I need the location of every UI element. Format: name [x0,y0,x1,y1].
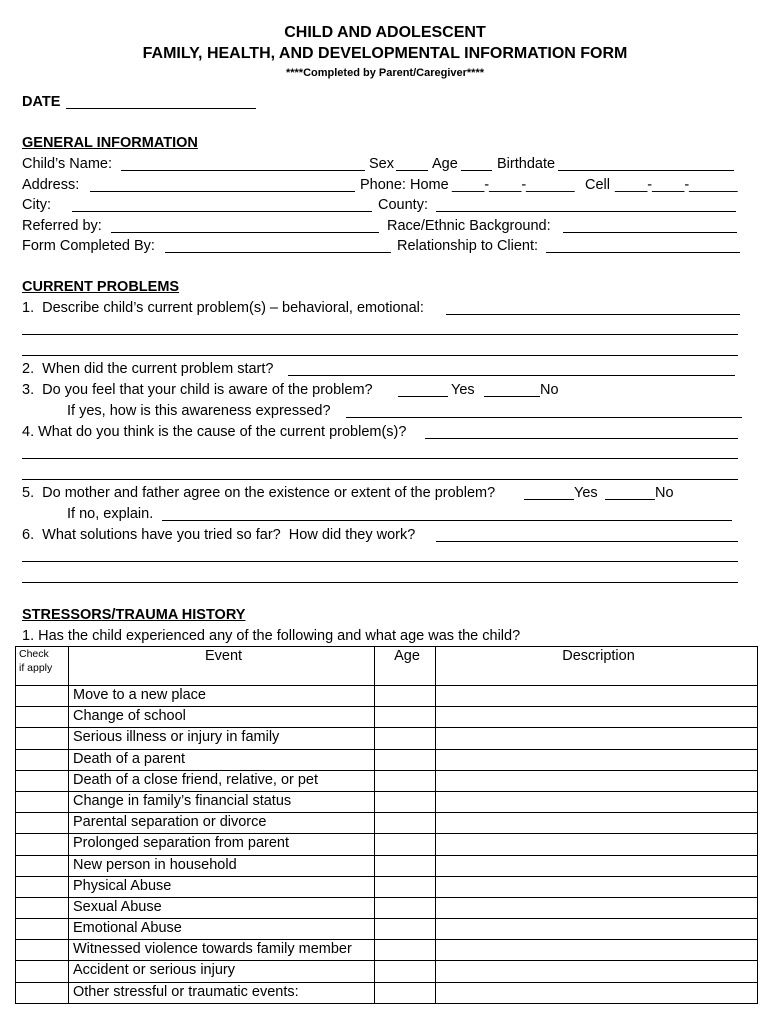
q5-followup-label: If no, explain. [67,506,154,522]
description-cell[interactable] [436,897,758,918]
event-cell: Other stressful or traumatic events: [69,982,375,1003]
age-cell[interactable] [375,940,436,961]
age-cell[interactable] [375,686,436,707]
description-cell[interactable] [436,707,758,728]
col-check-header: Check if apply [16,647,69,686]
q2-label: 2. When did the current problem start? [22,361,274,377]
q3-no-label: No [540,382,559,398]
q4-field-line3[interactable] [22,479,738,480]
q2-field[interactable] [288,375,735,376]
event-cell: Physical Abuse [69,876,375,897]
check-cell[interactable] [16,749,69,770]
county-field[interactable] [436,211,736,212]
q1-field[interactable] [446,314,740,315]
description-cell[interactable] [436,770,758,791]
table-row [16,770,758,791]
col-age-header: Age [375,647,436,686]
table-header-row [16,647,758,686]
event-cell: Prolonged separation from parent [69,834,375,855]
stressors-heading: STRESSORS/TRAUMA HISTORY [22,607,246,623]
age-cell[interactable] [375,897,436,918]
event-cell: Move to a new place [69,686,375,707]
q3-label: 3. Do you feel that your child is aware of the problem? [22,382,373,398]
check-cell[interactable] [16,982,69,1003]
q3-yes-label: Yes [451,382,475,398]
event-cell: Witnessed violence towards family member [69,940,375,961]
q5-label: 5. Do mother and father agree on the existence or extent of the problem? [22,485,496,501]
referred-by-label: Referred by: [22,218,102,234]
table-row [16,897,758,918]
age-cell[interactable] [375,982,436,1003]
table-row [16,982,758,1003]
childs-name-label: Child’s Name: [22,156,112,172]
age-cell[interactable] [375,813,436,834]
age-cell[interactable] [375,855,436,876]
age-cell[interactable] [375,834,436,855]
q5-yes-field[interactable] [524,499,574,500]
event-cell: Sexual Abuse [69,897,375,918]
age-cell[interactable] [375,919,436,940]
q4-field[interactable] [425,438,738,439]
table-row [16,749,758,770]
form-title-line2: FAMILY, HEALTH, AND DEVELOPMENTAL INFORMATION FORM [142,45,628,62]
q6-field[interactable] [436,541,738,542]
age-field[interactable] [461,170,492,171]
race-field[interactable] [563,232,737,233]
q6-label: 6. What solutions have you tried so far? How did they work? [22,527,416,543]
table-row [16,961,758,982]
cell-label: Cell [585,177,610,193]
stressors-q1-label: 1. Has the child experienced any of the following and what age was the child? [22,628,521,644]
table-row [16,791,758,812]
age-cell[interactable] [375,791,436,812]
q5-followup-field[interactable] [162,520,732,521]
description-cell[interactable] [436,919,758,940]
age-cell[interactable] [375,749,436,770]
sex-label: Sex [369,156,394,172]
q3-no-field[interactable] [484,396,540,397]
date-label: DATE [22,94,61,110]
childs-name-field[interactable] [121,170,365,171]
sex-field[interactable] [396,170,428,171]
event-cell: Serious illness or injury in family [69,728,375,749]
table-row [16,707,758,728]
check-cell[interactable] [16,855,69,876]
check-cell[interactable] [16,686,69,707]
age-cell[interactable] [375,707,436,728]
table-row [16,940,758,961]
check-cell[interactable] [16,834,69,855]
q1-field-line2[interactable] [22,334,738,335]
description-cell[interactable] [436,728,758,749]
age-cell[interactable] [375,770,436,791]
table-row [16,728,758,749]
referred-by-field[interactable] [111,232,379,233]
form-title-line1: CHILD AND ADOLESCENT [284,24,486,41]
general-info-heading: GENERAL INFORMATION [22,135,198,151]
form-subtitle: ****Completed by Parent/Caregiver**** [285,67,485,79]
age-cell[interactable] [375,876,436,897]
q1-field-line3[interactable] [22,355,738,356]
completed-by-label: Form Completed By: [22,238,155,254]
q6-field-line2[interactable] [22,561,738,562]
check-cell[interactable] [16,876,69,897]
description-cell[interactable] [436,834,758,855]
q4-field-line2[interactable] [22,458,738,459]
check-cell[interactable] [16,728,69,749]
event-cell: Death of a parent [69,749,375,770]
check-cell[interactable] [16,791,69,812]
check-cell[interactable] [16,813,69,834]
date-field[interactable] [66,108,256,109]
q6-field-line3[interactable] [22,582,738,583]
check-cell[interactable] [16,770,69,791]
birthdate-label: Birthdate [497,156,556,172]
event-cell: Death of a close friend, relative, or pet [69,770,375,791]
birthdate-field[interactable] [558,170,734,171]
address-field[interactable] [90,191,355,192]
current-problems-heading: CURRENT PROBLEMS [22,279,180,295]
table-row [16,686,758,707]
q5-yes-label: Yes [574,485,598,501]
q3-followup-label: If yes, how is this awareness expressed? [67,403,331,419]
q1-label: 1. Describe child’s current problem(s) – behavioral, emotional: [22,300,424,316]
table-row [16,876,758,897]
county-label: County: [378,197,428,213]
race-label: Race/Ethnic Background: [387,218,551,234]
age-cell[interactable] [375,961,436,982]
description-cell[interactable] [436,855,758,876]
check-cell[interactable] [16,961,69,982]
event-cell: Accident or serious injury [69,961,375,982]
event-cell: New person in household [69,855,375,876]
description-cell[interactable] [436,940,758,961]
phone-home-field[interactable]: ____-____-______ [452,177,575,193]
description-cell[interactable] [436,813,758,834]
city-field[interactable] [72,211,372,212]
event-cell: Change of school [69,707,375,728]
stressor-events-table [15,646,758,1004]
description-cell[interactable] [436,749,758,770]
q3-followup-field[interactable] [346,417,742,418]
description-cell[interactable] [436,876,758,897]
age-cell[interactable] [375,728,436,749]
check-cell[interactable] [16,707,69,728]
completed-by-field[interactable] [165,252,391,253]
age-label: Age [432,156,458,172]
address-label: Address: [22,177,80,193]
check-cell[interactable] [16,897,69,918]
description-cell[interactable] [436,791,758,812]
table-row [16,919,758,940]
table-row [16,813,758,834]
q3-yes-field[interactable] [398,396,448,397]
event-cell: Parental separation or divorce [69,813,375,834]
description-cell[interactable] [436,982,758,1003]
check-cell[interactable] [16,940,69,961]
col-description-header: Description [436,647,758,686]
event-cell: Emotional Abuse [69,919,375,940]
q5-no-label: No [655,485,674,501]
phone-home-label: Phone: Home [360,177,449,193]
description-cell[interactable] [436,686,758,707]
table-row [16,855,758,876]
event-cell: Change in family’s financial status [69,791,375,812]
relationship-label: Relationship to Client: [397,238,539,254]
check-cell[interactable] [16,919,69,940]
col-event-header: Event [69,647,375,686]
description-cell[interactable] [436,961,758,982]
q5-no-field[interactable] [605,499,655,500]
city-label: City: [22,197,51,213]
relationship-field[interactable] [546,252,740,253]
table-row [16,834,758,855]
cell-field[interactable]: ____-____-______ [615,177,738,193]
q4-label: 4. What do you think is the cause of the current problem(s)? [22,424,407,440]
